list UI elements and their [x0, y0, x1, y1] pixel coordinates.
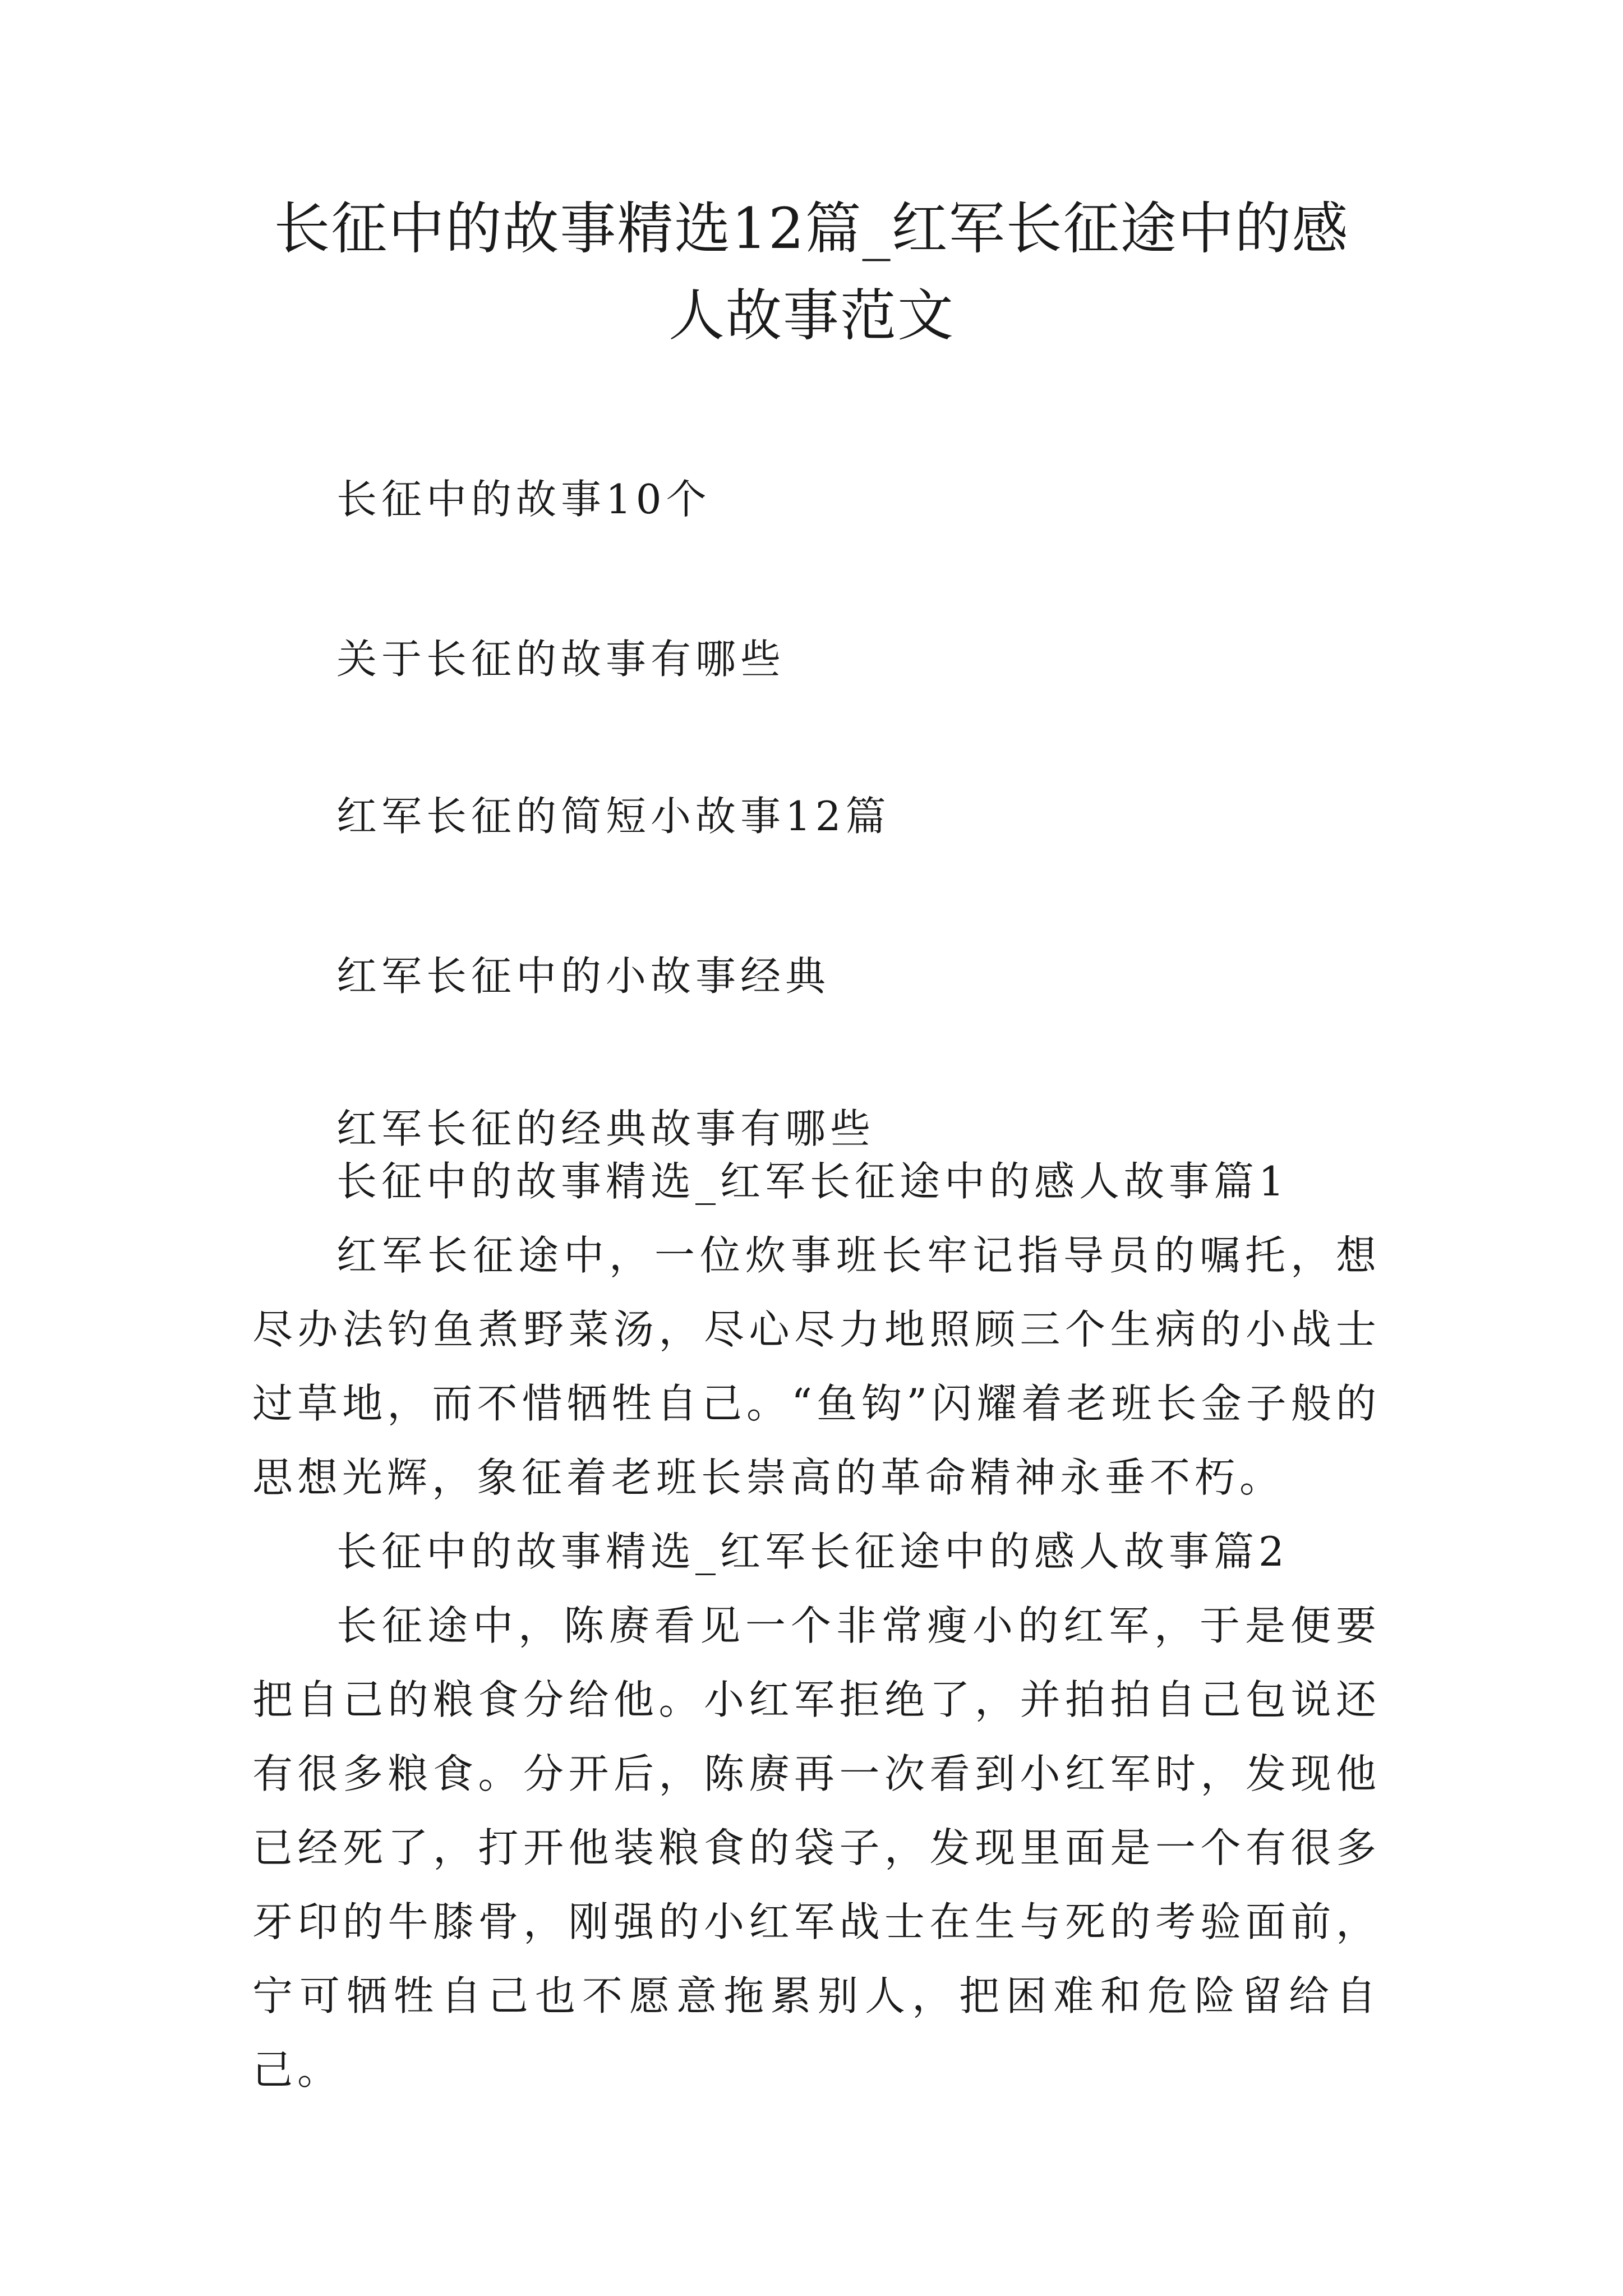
- toc-item: 关于长征的故事有哪些: [336, 636, 786, 683]
- document-title: [213, 185, 1410, 359]
- title-line-1: 长征中的故事精选12篇_红军长征途中的感: [274, 196, 1349, 261]
- toc-item: 长征中的故事10个: [336, 476, 711, 523]
- toc-item: 红军长征的经典故事有哪些: [336, 1105, 875, 1152]
- section-paragraph: 红军长征途中，一位炊事班长牢记指导员的嘱托，想尽办法钓鱼煮野菜汤，尽心尽力地照顾三个生病的小战士过草地，而不惜牺牲自己。“鱼钩”闪耀着老班长金子般的思想光辉，象征着老班长崇高的革命精神永垂不朽。: [252, 1232, 1381, 1501]
- section-heading: 长征中的故事精选_红军长征途中的感人故事篇1: [336, 1158, 1289, 1205]
- document-body: [252, 1144, 1381, 2107]
- section-paragraph: 长征途中，陈赓看见一个非常瘦小的红军，于是便要把自己的粮食分给他。小红军拒绝了，并拍拍自己包说还有很多粮食。分开后，陈赓再一次看到小红军时，发现他已经死了，打开他装粮食的袋子，发现里面是一个有很多牙印的牛膝骨，刚强的小红军战士在生与死的考验面前，宁可牺牲自己也不愿意拖累别人，把困难和危险留给自己。: [252, 1602, 1381, 2093]
- title-line-2: 人故事范文: [668, 283, 955, 348]
- toc-item: 红军长征中的小故事经典: [336, 953, 831, 1000]
- section-heading: 长征中的故事精选_红军长征途中的感人故事篇2: [336, 1528, 1289, 1575]
- toc-item: 红军长征的简短小故事12篇: [336, 793, 891, 840]
